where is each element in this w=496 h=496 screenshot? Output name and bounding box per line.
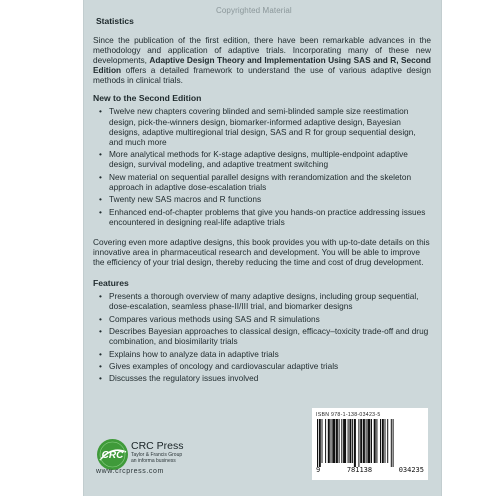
new-edition-list — [93, 106, 431, 226]
list-item — [93, 349, 431, 359]
list-item — [93, 361, 431, 371]
list-item-text: Gives examples of oncology and cardiovascular adaptive trials — [109, 361, 339, 372]
barcode-bar — [391, 419, 392, 467]
list-item-text: Presents a thorough overview of many adaptive designs, including group sequential, dose-escalation, seamless phase-II/III trial, and biomarker designs — [109, 291, 419, 312]
logo-mark-text: CRC — [101, 450, 124, 461]
intro-text-start: Since the publication of the first edition, there have been remarkable advances in the methodology and application of adaptive trials. Incorporating many of these new developments, — [93, 35, 431, 66]
barcode-bar — [376, 419, 377, 463]
list-item-text: Twelve new chapters covering blinded and semi-blinded sample size reestimation design, pick-the-winners design, biomarker-informed adaptive design, Bayesian designs, adaptive multiregional trial design, SAS and R for group sequential design, and much more — [109, 106, 416, 147]
isbn-digit-group: 034235 — [398, 466, 424, 474]
publisher-name: CRC Press — [131, 440, 184, 452]
isbn-label: ISBN 978-1-138-03423-5 — [316, 412, 381, 418]
barcode-bar — [360, 419, 362, 463]
isbn-digit-group: 781138 — [346, 466, 373, 474]
barcode-bar — [332, 419, 335, 463]
barcode-bar — [331, 419, 332, 463]
isbn-barcode — [312, 408, 428, 480]
bullet-icon: • — [99, 348, 102, 359]
barcode-bar — [343, 419, 346, 463]
barcode-bar — [336, 419, 338, 463]
list-item-text: New material on sequential parallel designs with rerandomization and the skeleton approach in adaptive dose-escalation trials — [109, 171, 412, 192]
bullet-icon: • — [99, 361, 102, 372]
isbn-digit-group: 9 — [316, 466, 321, 474]
bullet-icon: • — [99, 171, 102, 182]
barcode-bar — [380, 419, 381, 463]
isbn-digits — [316, 466, 424, 474]
features-heading: Features — [93, 278, 129, 289]
category-label: Statistics — [96, 16, 134, 26]
bullet-icon: • — [99, 291, 102, 302]
barcode-bar — [366, 419, 367, 463]
list-item-text: More analytical methods for K-stage adaptive designs, multiple-endpoint adaptive design, survival modeling, and adaptive treatment switching — [109, 149, 408, 170]
intro-paragraph — [93, 35, 431, 85]
list-item — [93, 326, 431, 346]
barcode-bars — [317, 419, 423, 467]
barcode-bar — [374, 419, 376, 463]
barcode-bar — [387, 419, 388, 463]
bullet-icon: • — [99, 194, 102, 205]
barcode-bar — [341, 419, 342, 463]
barcode-bar — [339, 419, 340, 463]
list-item-text: Describes Bayesian approaches to classical design, efficacy–toxicity trade-off and drug combination, and biosimilarity trials — [109, 326, 429, 347]
list-item — [93, 172, 431, 192]
list-item-text: Enhanced end-of-chapter problems that give you hands-on practice addressing issues encountered in designing real-life adaptive trials — [109, 206, 426, 227]
barcode-bar — [322, 419, 323, 463]
intro-text-end: offers a detailed framework to understand the use of various adaptive design methods in clinical trials. — [93, 65, 431, 86]
bullet-icon: • — [99, 106, 102, 117]
bullet-icon: • — [99, 206, 102, 217]
bullet-icon: • — [99, 326, 102, 337]
list-item-text: Twenty new SAS macros and R functions — [109, 194, 262, 205]
barcode-bar — [393, 419, 394, 467]
list-item — [93, 106, 431, 146]
publisher-logo — [96, 437, 246, 487]
copyright-watermark: Copyrighted Material — [216, 6, 292, 15]
list-item — [93, 291, 431, 311]
summary-paragraph: Covering even more adaptive designs, this book provides you with up-to-date details on this innovative area in pharmaceutical research and development. You will be able to improve the efficiency of your trial design, thereby reducing the time and cost of drug development. — [93, 236, 430, 268]
list-item — [93, 149, 431, 169]
barcode-bar — [319, 419, 321, 467]
barcode-bar — [367, 419, 370, 463]
publisher-group: Taylor & Francis Group — [131, 452, 183, 458]
cover-description — [93, 35, 431, 386]
barcode-bar — [328, 419, 330, 463]
barcode-bar — [382, 419, 384, 463]
barcode-bar — [317, 419, 318, 467]
list-item — [93, 373, 431, 383]
barcode-bar — [348, 419, 349, 463]
bullet-icon: • — [99, 373, 102, 384]
bullet-icon: • — [99, 313, 102, 324]
new-edition-heading: New to the Second Edition — [93, 93, 202, 104]
list-item-text: Explains how to analyze data in adaptive trials — [109, 348, 279, 359]
list-item — [93, 314, 431, 324]
list-item — [93, 194, 431, 204]
list-item-text: Compares various methods using SAS and R simulations — [109, 313, 320, 324]
bullet-icon: • — [99, 149, 102, 160]
barcode-bar — [385, 419, 386, 463]
features-list — [93, 291, 431, 383]
barcode-bar — [358, 419, 359, 467]
barcode-bar — [371, 419, 372, 463]
barcode-bar — [363, 419, 365, 463]
book-title-inline: Adaptive Design Theory and Implementation Using SAS and R, Second Edition — [93, 55, 431, 76]
barcode-bar — [325, 419, 326, 463]
barcode-bar — [354, 419, 356, 467]
list-item-text: Discusses the regulatory issues involved — [109, 373, 259, 384]
publisher-parent: an informa business — [131, 458, 176, 464]
publisher-website: www.crcpress.com — [96, 468, 164, 475]
crc-press-logo-icon — [96, 438, 129, 471]
barcode-bar — [349, 419, 351, 463]
list-item — [93, 207, 431, 227]
barcode-bar — [352, 419, 353, 463]
